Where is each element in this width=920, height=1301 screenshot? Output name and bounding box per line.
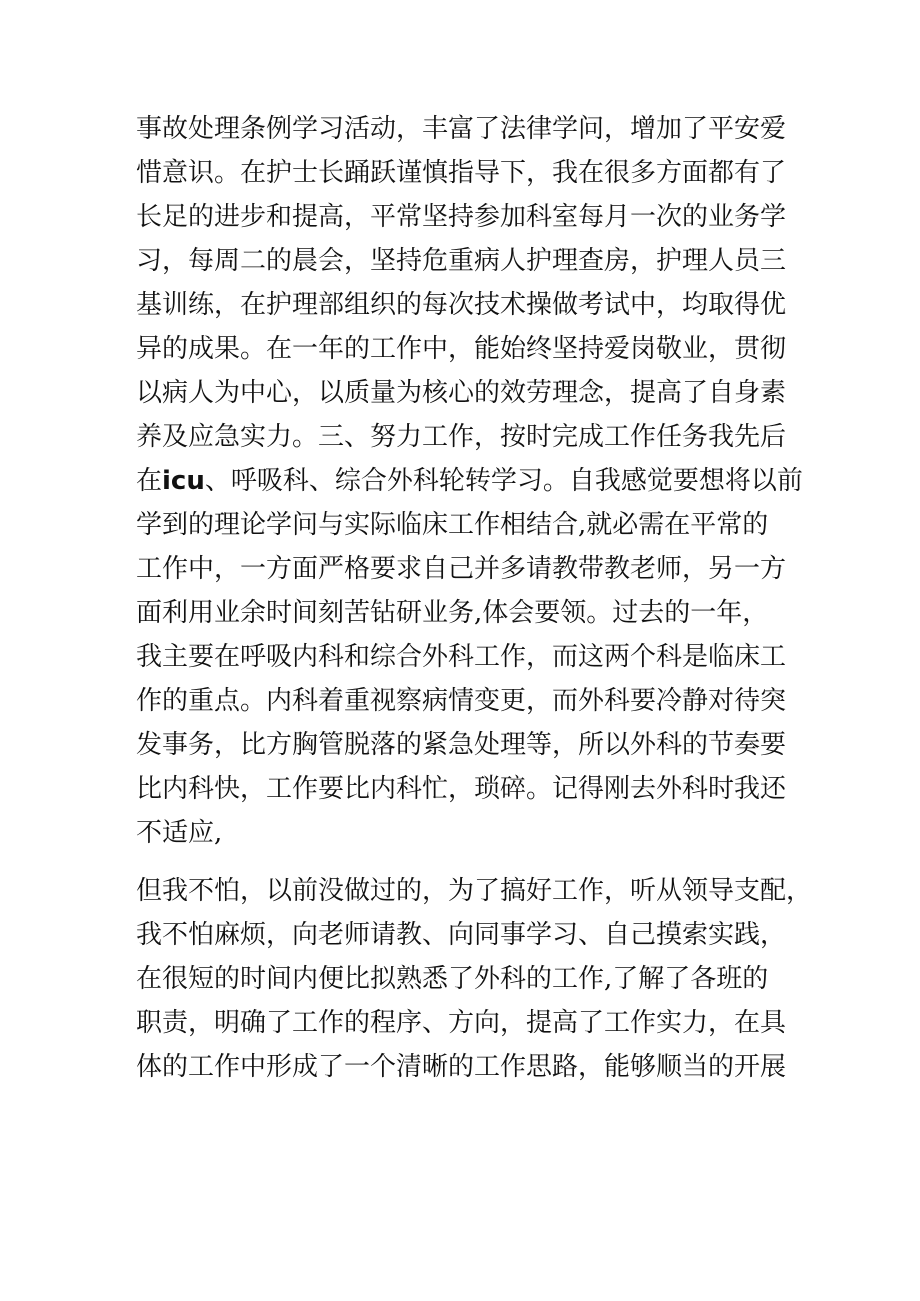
text-line: 异的成果。在一年的工作中，能始终坚持爱岗敬业，贯彻 <box>136 334 787 364</box>
text-line: 在很短的时间内便比拟熟悉了外科的工作,了解了各班的 <box>136 964 769 994</box>
text-line: 工作中，一方面严格要求自己并多请教带教老师，另一方 <box>136 554 787 584</box>
text-line: 发事务，比方胸管脱落的紧急处理等，所以外科的节奏要 <box>136 730 787 760</box>
text-segment-latin: icu <box>162 466 205 496</box>
text-line: 惜意识。在护士长踊跃谨慎指导下，我在很多方面都有了 <box>136 158 787 188</box>
text-line: 基训练，在护理部组织的每次技术操做考试中，均取得优 <box>136 290 787 320</box>
text-line: 以病人为中心，以质量为核心的效劳理念，提高了自身素 <box>136 378 787 408</box>
text-line: 我主要在呼吸内科和综合外科工作，而这两个科是临床工 <box>136 642 787 672</box>
text-line: 养及应急实力。三、努力工作，按时完成工作任务我先后 <box>136 422 787 452</box>
text-line: 面利用业余时间刻苦钻研业务,体会要领。过去的一年， <box>136 598 769 628</box>
text-line: 不适应, <box>136 818 223 848</box>
text-line <box>136 459 803 503</box>
text-line: 我不怕麻烦，向老师请教、向同事学习、自己摸索实践， <box>136 920 787 950</box>
text-line: 作的重点。内科着重视察病情变更，而外科要冷静对待突 <box>136 686 787 716</box>
text-line: 体的工作中形成了一个清晰的工作思路，能够顺当的开展 <box>136 1052 787 1082</box>
text-segment: 在 <box>136 466 163 496</box>
text-line: 习，每周二的晨会，坚持危重病人护理查房，护理人员三 <box>136 246 787 276</box>
text-line: 但我不怕，以前没做过的，为了搞好工作，听从领导支配， <box>136 876 813 906</box>
text-line: 长足的进步和提高，平常坚持参加科室每月一次的业务学 <box>136 202 787 232</box>
document-body <box>136 107 813 1089</box>
text-line: 比内科快，工作要比内科忙，琐碎。记得刚去外科时我还 <box>136 774 787 804</box>
text-line: 学到的理论学问与实际临床工作相结合,就必需在平常的 <box>136 510 769 540</box>
text-line: 事故处理条例学习活动，丰富了法律学问，增加了平安爱 <box>136 114 787 144</box>
text-line: 职责，明确了工作的程序、方向，提高了工作实力，在具 <box>136 1008 787 1038</box>
text-segment: 、呼吸科、综合外科轮转学习。自我感觉要想将以前 <box>204 466 803 496</box>
